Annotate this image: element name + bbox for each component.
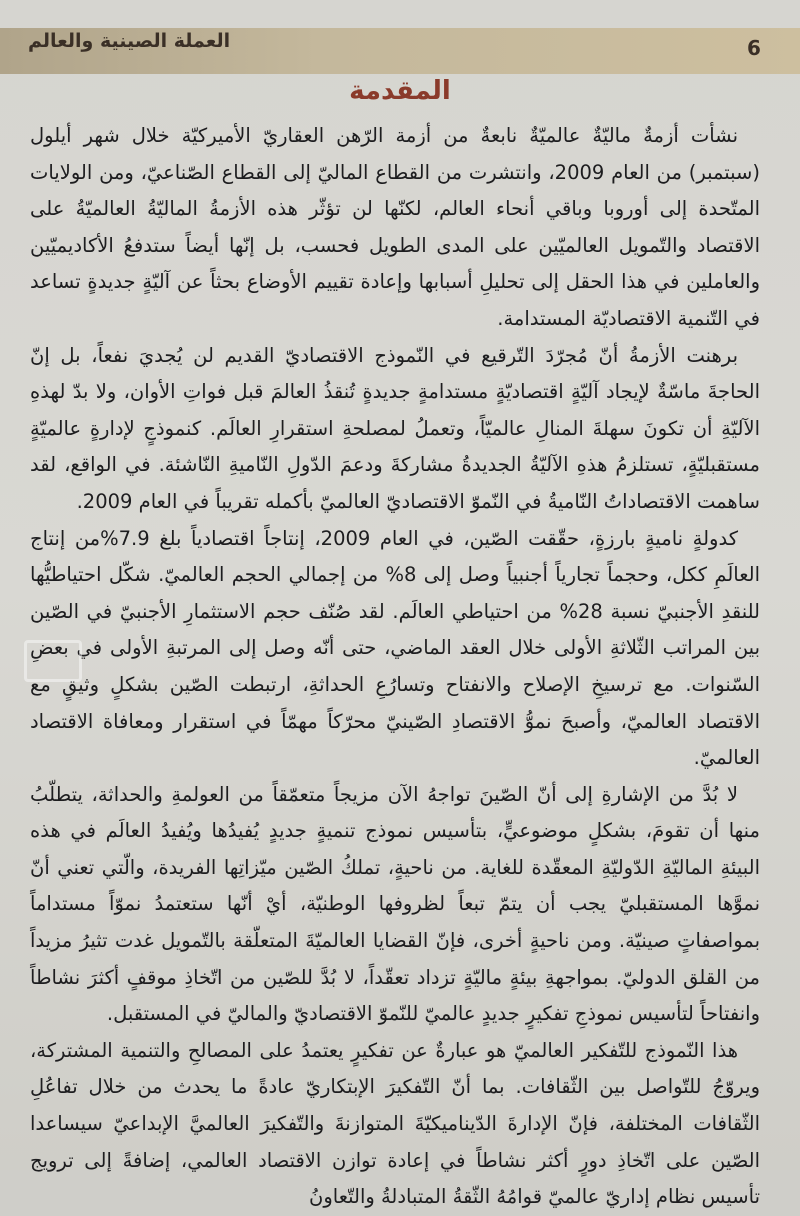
page-number: 6 xyxy=(747,36,761,60)
body-text xyxy=(30,118,760,1216)
running-header-title: العملة الصينية والعالم xyxy=(28,30,231,52)
paragraph: برهنت الأزمةُ أنّ مُجرّدَ التّرقيع في النّموذج الاقتصاديّ القديم لن يُجديَ نفعاً، بل إنّ الحاجةَ ماسّةٌ لإيجاد آليّةٍ اقتصاديّةٍ مستدامةٍ جديدةٍ تُنقذُ العالمَ قبل فواتِ الأوان، ولا بدّ لهذهِ الآليّةِ أن تكونَ سهلةَ المنالِ عالميّاً، وتعملُ لمصلحةِ استقرارِ العالَم. كنموذجٍ لإدارةٍ عالميّةٍ مستقبليّةٍ، تستلزمُ هذهِ الآليّةُ الجديدةُ مشاركةَ ودعمَ الدّولِ النّاميةِ النّاشئة. في الواقع، لقد ساهمت الاقتصاداتُ النّاميةُ في النّموّ الاقتصاديّ العالميّ بأكمله تقريباً في العام 2009. xyxy=(30,343,760,513)
paragraph: هذا النّموذج للتّفكير العالميّ هو عبارةٌ عن تفكيرٍ يعتمدُ على المصالحِ والتنمية المشتركة، ويروّجُ للتّواصل بين الثّقافات. بما أنّ التّفكيرَ الإبتكاريّ عادةً ما يحدث من خلال تفاعُلِ الثّقافات المختلفة، فإنّ الإدارةَ الدّيناميكيّةَ المتوازنةَ والتّفكيرَ العالميَّ الإبداعيّ سيساعدا الصّين على اتّخاذِ دورٍ أكثر نشاطاً في إعادة توازن الاقتصاد العالمي، إضافةً إلى ترويج تأسيس نظام إداريّ عالميّ قوامُهُ الثّقةُ المتبادلةُ والتّعاونُ xyxy=(30,1038,760,1209)
watermark-stamp xyxy=(24,640,82,682)
section-title: المقدمة xyxy=(349,76,451,106)
paragraph: نشأت أزمةٌ ماليّةٌ عالميّةٌ نابعةٌ من أزمة الرّهن العقاريّ الأميركيّة خلال شهر أيلول (سبتمبر) من العام 2009، وانتشرت من القطاع الماليّ إلى القطاع الصّناعيّ، ومن الولايات المتّحدة إلى أوروبا وباقي أنحاء العالم، لكنّها لن تؤثّر هذه الأزمةُ الماليّةُ العالميّةُ على الاقتصاد والتّمويل العالميّين على المدى الطويل فحسب، بل إنّها أيضاً ستدفعُ الأكاديميّين والعاملين في هذا الحقل إلى تحليلِ أسبابها وإعادة تقييم الأوضاع بحثاً عن آليّةٍ جديدةٍ تساعد في التّنمية الاقتصاديّة المستدامة. xyxy=(30,124,760,330)
paragraph: لا بُدَّ من الإشارةِ إلى أنّ الصّينَ تواجهُ الآن مزيجاً متعمّقاً من العولمةِ والحداثة، يتطلّبُ منها أن تقومَ، بشكلٍ موضوعيٍّ، بتأسيس نموذج تنميةٍ جديدٍ يُفيدُها ويُفيدُ العالَم في هذه البيئةِ الماليّةِ الدّوليّةِ المعقّدة للغاية. من ناحيةٍ، تملكُ الصّين ميّزاتِها الفريدة، والّتي تعني أنّ نموَّها المستقبليّ يجب أن يتمّ تبعاً لظروفها الوطنيّة، أيْ أنّها ستعتمدُ نموّاً مستداماً بمواصفاتٍ صينيّة. ومن ناحيةٍ أخرى، فإنّ القضايا العالميّةَ المتعلّقة بالتّمويل غدت تثيرُ مزيداً من القلق الدوليّ. بمواجهةِ بيئةٍ ماليّةٍ تزداد تعقّداً، لا بُدَّ للصّين من اتّخاذِ موقفٍ أكثرَ نشاطاً وانفتاحاً لتأسيس نموذجِ تفكيرٍ جديدٍ عالميّ للنّموّ الاقتصاديّ والماليّ في المستقبل. xyxy=(30,782,760,1026)
paragraph: كدولةٍ ناميةٍ بارزةٍ، حقّقت الصّين، في العام 2009، إنتاجاً اقتصادياً بلغ 7.9%من إنتاج العالَمِ ككل، وحجماً تجارياً أجنبياً وصل إلى 8% من إجمالي الحجم العالميّ. شكّل احتياطيُّها للنقدِ الأجنبيّ نسبة 28% من احتياطي العالَم. لقد صُنّف حجم الاستثمارِ الأجنبيّ في الصّين بين المراتب الثّلاثةِ الأولى خلال العقد الماضي، حتى أنّه وصل إلى المرتبةِ الأولى في بعضِ السّنوات. مع ترسيخِ الإصلاح والانفتاح وتسارُعِ الحداثةِ، ارتبطت الصّين بشكلٍ وثيقٍ مع الاقتصاد العالميّ، وأصبحَ نموُّ الاقتصادِ الصّينيّ محرّكاً مهمّاً في استقرار ومعافاة الاقتصاد العالميّ. xyxy=(30,526,760,770)
